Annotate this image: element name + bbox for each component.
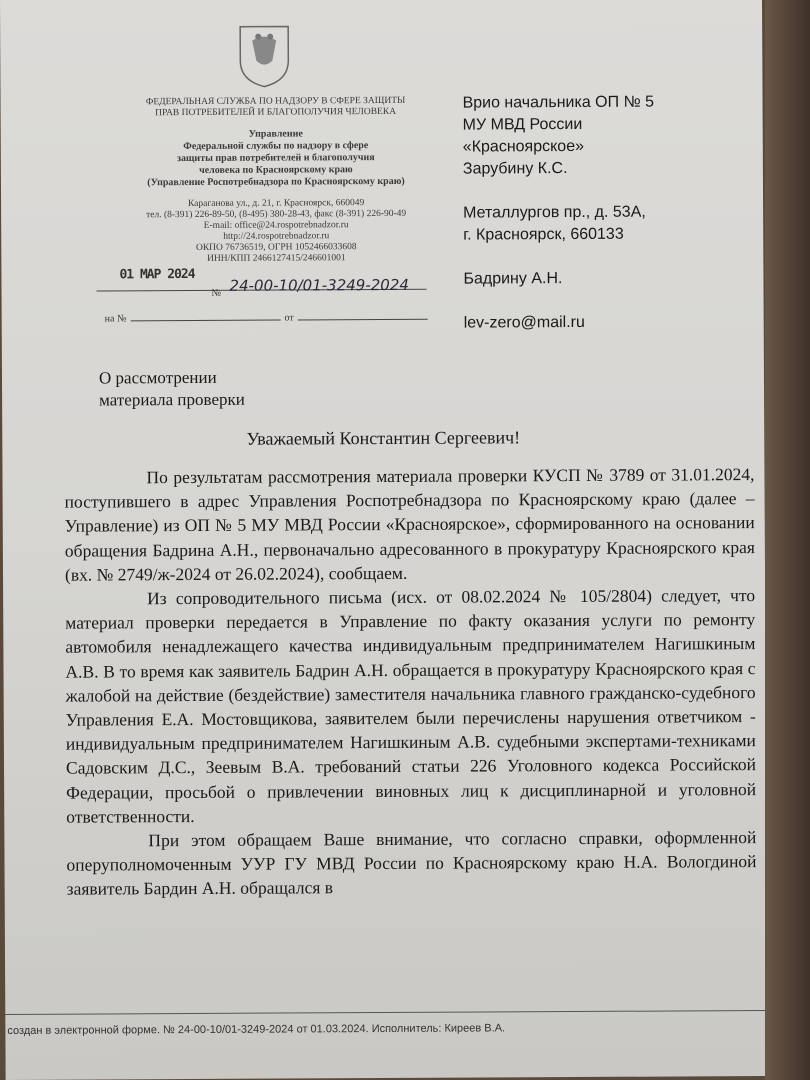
ref-label: на № <box>104 313 127 325</box>
department-name: Управление <box>248 128 303 140</box>
recipient-line: МУ МВД России <box>462 115 583 134</box>
contact-line: E-mail: office@24.rospotrebnadzor.ru <box>203 220 349 231</box>
agency-name: ФЕДЕРАЛЬНАЯ СЛУЖБА ПО НАДЗОРУ В СФЕРЕ ЗАЩИТЫ <box>145 95 406 108</box>
recipient-line: «Красноярское» <box>462 137 585 156</box>
reference-line <box>105 312 432 325</box>
department-name: (Управление Роспотребнадзора по Красноярскому краю) <box>147 175 405 189</box>
letterhead <box>113 96 440 266</box>
paragraph: Из сопроводительного письма (исх. от 08.02.2024 № 105/2804) следует, что материал проверки передается в Управление по факту оказания услуги по ремонту автомобиля ненадлежащего качества индивидуальным предпринимателем Нагишкиным А.В. В то время как заявитель Бадрин А.Н. обращается в прокуратуру Красноярского края с жалобой на действие (бездействие) заместителя начальника главного гражданско-судебного Управления Е.А. Мостовщикова, заявителем были перечислены нарушения ответчиком - индивидуальным предпринимателем Нагишкиным А.В. судебными экспертами-техниками Садовским Д.С., Зеевым В.А. требований статьи 226 Уголовного кодекса Российской Федерации, просьбой о привлечении виновных лиц к дисциплинарной и уголовной ответственности. <box>65 585 757 827</box>
recipient-line: Врио начальника ОП № 5 <box>462 93 655 112</box>
subject-line: О рассмотрении <box>98 367 217 388</box>
paragraph: При этом обращаем Ваше внимание, что согласно справки, оформленной оперуполномоченным УУР ГУ МВД России по Красноярскому краю Н.А. Вологдиной заявитель Бардин А.Н. обращался в <box>66 827 757 900</box>
footer-note: создан в электронной форме. № 24-00-10/01-3249-2024 от 01.03.2024. Исполнитель: Киреев В.А. <box>7 1022 506 1037</box>
greeting: Уважаемый Константин Сергеевич! <box>246 427 521 449</box>
letter-body <box>64 462 756 901</box>
recipient-line: г. Красноярск, 660133 <box>463 225 624 244</box>
contact-line: http://24.rospotrebnadzor.ru <box>223 231 330 242</box>
contact-line: ОКПО 76736519, ОГРН 1052466033608 <box>195 242 357 253</box>
department-name: человека по Красноярскому краю <box>199 164 353 176</box>
date-stamp: 01 МАР 2024 <box>119 266 195 283</box>
contact-line: Караганова ул., д. 21, г. Красноярск, 660049 <box>187 198 365 210</box>
recipient-block <box>462 92 655 335</box>
recipient-email: lev-zero@mail.ru <box>463 313 585 332</box>
coat-of-arms-icon <box>232 20 296 88</box>
recipient-line: Зарубину К.С. <box>462 160 568 178</box>
subject <box>99 367 245 412</box>
number-label: № <box>211 287 222 299</box>
recipient-line: Металлургов пр., д. 53А, <box>463 203 646 222</box>
contact-line: тел. (8-391) 226-89-50, (8-495) 380-28-43, факс (8-391) 226-90-49 <box>146 208 407 221</box>
ref-from: от <box>284 312 294 324</box>
background-surface <box>765 0 810 1080</box>
department-name: защиты прав потребителей и благополучия <box>176 152 375 165</box>
subject-line: материала проверки <box>99 389 245 410</box>
footer-divider <box>5 1010 810 1015</box>
paragraph: По результатам рассмотрения материала проверки КУСП № 3789 от 31.01.2024, поступившего в адрес Управления Роспотребнадзора по Красноярскому краю (далее – Управление) из ОП № 5 МУ МВД России «Красноярское», сформированного на основании обращения Бадрина А.Н., первоначально адресованного в прокуратуру Красноярского края (вх. № 2749/ж-2024 от 26.02.2024), сообщаем. <box>64 464 755 585</box>
handwritten-number: 24-00-10/01-3249-2024 <box>229 275 409 295</box>
recipient-line: Бадрину А.Н. <box>463 270 563 288</box>
department-name: Федеральной службы по надзору в сфере <box>183 140 369 153</box>
contact-line: ИНН/КПП 2466127415/246601001 <box>207 253 346 264</box>
agency-name: ПРАВ ПОТРЕБИТЕЛЕЙ И БЛАГОПОЛУЧИЯ ЧЕЛОВЕКА <box>155 106 397 119</box>
